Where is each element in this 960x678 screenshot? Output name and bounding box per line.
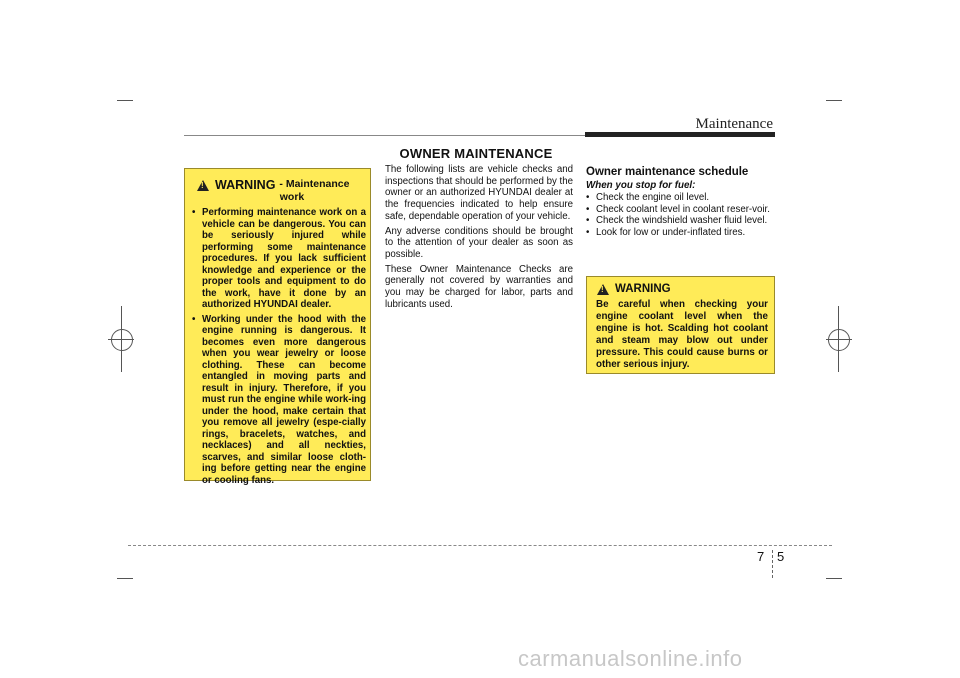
warning-box-maintenance	[184, 168, 371, 486]
schedule-item: • Check the engine oil level.	[586, 192, 775, 204]
schedule-section	[586, 166, 775, 238]
crop-mark	[826, 100, 842, 101]
schedule-list	[586, 192, 775, 238]
crop-mark	[117, 100, 133, 101]
intro-text	[385, 164, 573, 313]
schedule-item: • Check coolant level in coolant reser-voir.	[586, 204, 775, 216]
warning-subtitle-cont: work	[279, 191, 305, 203]
schedule-title: Owner maintenance schedule	[586, 166, 749, 178]
paragraph: These Owner Maintenance Checks are generally not covered by warranties and you may be charged for labor, parts and lubricants used.	[385, 263, 573, 310]
page-title: OWNER MAINTENANCE	[399, 146, 553, 161]
schedule-subtitle: When you stop for fuel:	[586, 180, 696, 191]
crop-mark	[117, 578, 133, 579]
warning-label: WARNING	[615, 283, 671, 295]
chapter-number: 7	[757, 549, 765, 564]
paragraph: The following lists are vehicle checks and inspections that should be performed by the owner or an authorized HYUNDAI dealer at the frequencies indicated to help ensure safe, dependable operation of your vehicle.	[385, 164, 573, 222]
register-circle	[111, 329, 133, 351]
register-circle	[828, 329, 850, 351]
warning-text: Be careful when checking your engine coolant level when the engine is hot. Scalding hot coolant and steam may blow out under pressure. This could cause burns or other serious injury.	[596, 299, 768, 370]
warning-item: • Working under the hood with the engine running is dangerous. It becomes even more dangerous when you wear jewelry or loose clothing. These can become entangled in moving parts and result in injury. Therefore, if you must run the engine while work-ing under the hood, make certain that you remove all jewelry (espe-cially rings, bracelets, watches, and necklaces) and all neckties, scarves, and similar loose cloth-ing before getting near the engine or cooling fans.	[192, 314, 366, 487]
warning-triangle-icon	[197, 180, 209, 191]
warning-triangle-icon	[597, 284, 609, 295]
warning-box-coolant	[586, 276, 775, 374]
warning-item: • Performing maintenance work on a vehicle can be dangerous. You can be seriously injured while performing some maintenance procedures. If you lack sufficient knowledge and experience or the proper tools and equipment to do the work, have it done by an authorized HYUNDAI dealer.	[192, 207, 366, 311]
schedule-item: • Check the windshield washer fluid level.	[586, 215, 775, 227]
header-rule-bar	[585, 132, 775, 137]
footer-rule	[128, 545, 832, 546]
warning-header	[597, 283, 671, 295]
crop-mark	[826, 578, 842, 579]
page-separator	[772, 550, 773, 578]
warning-subtitle: - Maintenance	[279, 178, 350, 190]
section-title: Maintenance	[695, 116, 773, 132]
paragraph: Any adverse conditions should be brought to the attention of your dealer as soon as possible.	[385, 225, 573, 260]
page-number: 5	[777, 549, 785, 564]
warning-header	[197, 178, 367, 203]
watermark: carmanualsonline.info	[518, 646, 743, 671]
warning-label: WARNING	[215, 178, 276, 192]
schedule-item: • Look for low or under-inflated tires.	[586, 227, 775, 239]
warning-list	[192, 207, 366, 489]
